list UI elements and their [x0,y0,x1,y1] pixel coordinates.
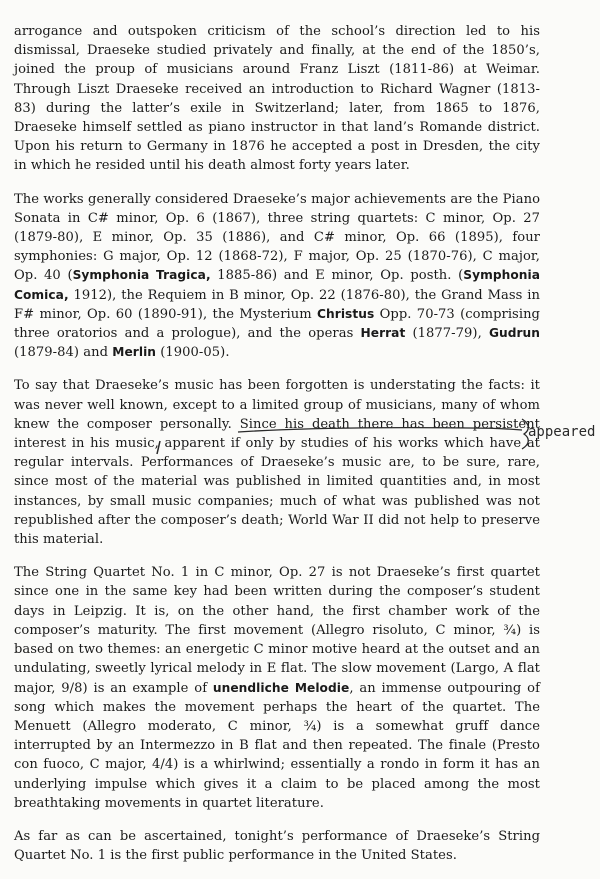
paragraph-biography [14,22,540,176]
bold-title-run: Herrat [360,326,406,341]
bold-title-run: Symphonia Comica, [14,268,540,302]
document-page [14,22,540,879]
text-run: 1885-86) and E minor, Op. posth. ( [210,268,464,284]
text-run: arrogance and outspoken criticism of the school’s direction led to his dismissal, Draeseke studied privately and finally, at the end of the 1850’s, joined the proup of musicians around Franz Liszt (1811-86) at Weimar. Through Liszt Draeseke received an introduction to Richard Wagner (1813-83) during the latter’s exile in Switzerland; later, from 1865 to 1876, Draeseke himself settled as piano instructor in that land’s Romande district. Upon his return to Germany in 1876 he accepted a post in Dresden, the city in which he resided until his death almost forty years later. [14,24,540,174]
bold-title-run: Symphonia Tragica, [72,268,211,283]
bold-title-run: Merlin [112,345,157,360]
text-run: (1900-05). [156,345,230,361]
text-run: The String Quartet No. 1 in C minor, Op. 27 is not Draeseke’s first quartet since one in the same key had been written during the composer’s student days in Leipzig. It is, on the other hand, the first chamber work of the composer’s maturity. The first movement (Allegro risoluto, C minor, ¾) is based on two themes: an energetic C minor motive heard at the outset and an undulating, sweetly lyrical melody in E flat. The slow movement (Largo, A flat major, 9/8) is an example of [14,565,540,696]
bold-title-run: Christus [317,306,375,321]
text-run: To say that Draeseke’s music has been forgotten is understating the facts: it was never well known, except to a limited group of musicians, many of whom knew the composer personally. Since his death there has been persistent interest in his music, apparent if only by studies of his works which have at regular intervals. Performances of Draeseke’s music are, to be sure, rare, since most of the material was published in limited quantities and, in most instances, by small music companies; much of what was published was not republished after the composer’s death; World War II did not help to preserve this material. [14,378,540,548]
bold-title-run: Gudrun [488,326,541,341]
paragraph-major-works [14,190,540,363]
handwritten-insertion: appeared [528,424,596,440]
paragraph-reception [14,376,540,549]
text-run: (1877-79), [405,326,489,342]
text-run: 1912), the Requiem in B minor, Op. 22 (1876-80), the Grand Mass in F# minor, Op. 60 (1890-91), the Mysterium [14,287,540,322]
text-run: , an immense outpouring of song which makes the movement perhaps the heart of the quartet. The Menuett (Allegro moderato, C minor, ¾) is a somewhat gruff dance interrupted by an Intermezzo in B flat and then repeated. The finale (Presto con fuoco, C major, 4/4) is a whirlwind; essentially a rondo in form it has an underlying impulse which gives it a claim to be placed among the most breathtaking movements in quartet literature. [14,680,540,811]
text-run: The works generally considered Draeseke’s major achievements are the Piano Sonata in C# minor, Op. 6 (1867), three string quartets: C minor, Op. 27 (1879-80), E minor, Op. 35 (1886), and C# minor, Op. 66 (1895), four symphonies: G major, Op. 12 (1868-72), F major, Op. 25 (1870-76), C major, Op. 40 ( [14,191,540,284]
bold-title-run: unendliche Melodie [212,680,350,695]
text-run: As far as can be ascertained, tonight’s performance of Draeseke’s String Quartet No. 1 is the first public performance in the United States. [14,828,540,864]
paragraph-premiere-note [14,827,540,865]
paragraph-quartet-analysis [14,563,540,813]
text-run: Opp. 70-73 (comprising three oratorios and a prologue), and the operas [14,306,540,342]
text-run: (1879-84) and [14,345,113,361]
